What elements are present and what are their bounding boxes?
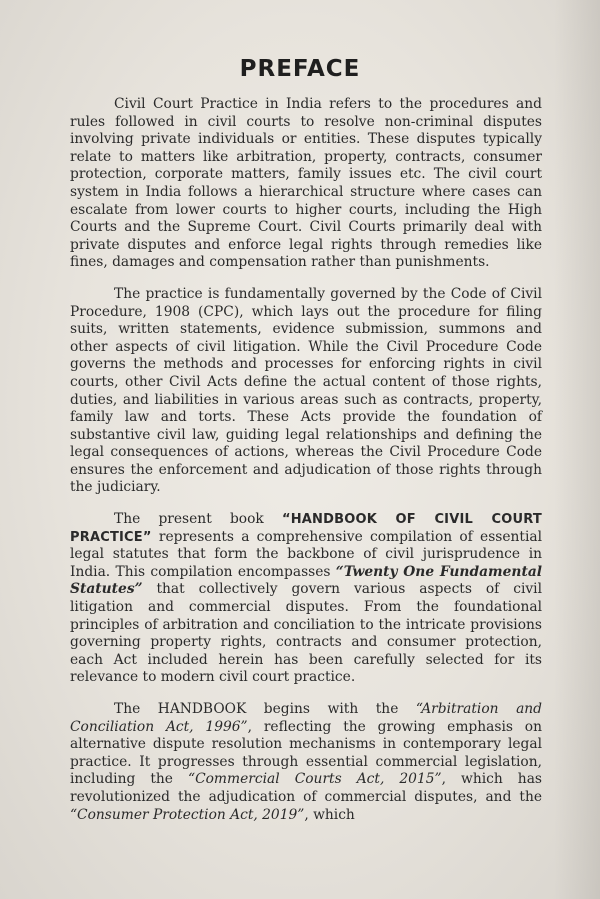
commercial-courts-act: “Commercial Courts Act, 2015” — [188, 771, 442, 788]
preface-body — [70, 96, 542, 838]
paragraph-4-middle-2: , which has revolutionized the adjudication of commercial disputes, and the — [70, 771, 542, 805]
twenty-one-statutes: “Twenty One Fundamental Statutes” — [70, 563, 543, 598]
paragraph-3-intro: The present book — [114, 511, 282, 528]
book-title: “HANDBOOK OF CIVIL COURT PRACTICE” — [70, 512, 542, 545]
page-edge-shadow — [554, 0, 600, 899]
arbitration-act: “Arbitration and Conciliation Act, 1996” — [70, 701, 543, 735]
paragraph-3-middle: represents a comprehensive compilation of essential legal statutes that form the backbone of civil jurisprudence in India. This compilation encompasses — [70, 528, 542, 580]
consumer-protection-act: “Consumer Protection Act, 2019” — [70, 806, 305, 823]
paragraph-4-middle-1: , reflecting the growing emphasis on alternative dispute resolution mechanisms in contemporary legal practice. It progresses through essential commercial legislation, including the — [70, 718, 542, 788]
paragraph-1: Civil Court Practice in India refers to the procedures and rules followed in civil courts to resolve non-criminal disputes involving private individuals or entities. These disputes typically relate to matters like arbitration, property, contracts, consumer protection, corporate matters, family issues etc. The civil court system in India follows a hierarchical structure where cases can escalate from lower courts to higher courts, including the High Courts and the Supreme Court. Civil Courts primarily deal with private disputes and enforce legal rights through remedies like fines, damages and compensation rather than punishments. — [70, 96, 542, 271]
paragraph-4 — [70, 701, 542, 824]
paragraph-4-end: , which — [304, 806, 355, 823]
paragraph-2: The practice is fundamentally governed by the Code of Civil Procedure, 1908 (CPC), which lays out the procedure for filing suits, written statements, evidence submission, summons and other aspects of civil litigation. While the Civil Procedure Code governs the methods and processes for enforcing rights in civil courts, other Civil Acts define the actual content of those rights, duties, and liabilities in various areas such as contracts, property, family law and torts. These Acts provide the foundation of substantive civil law, guiding legal relationships and defining the legal consequences of actions, whereas the Civil Procedure Code ensures the enforcement and adjudication of those rights through the judiciary. — [70, 285, 542, 496]
paragraph-3 — [70, 511, 542, 687]
page-title: PREFACE — [239, 56, 361, 82]
paragraph-4-intro: The HANDBOOK begins with the — [114, 701, 416, 717]
paragraph-3-end: that collectively govern various aspects of civil litigation and commercial disputes. From the foundational principles of arbitration and conciliation to the intricate provisions governing property rights, contracts and consumer protection, each Act included herein has been carefully selected for its relevance to modern civil court practice. — [70, 581, 542, 686]
